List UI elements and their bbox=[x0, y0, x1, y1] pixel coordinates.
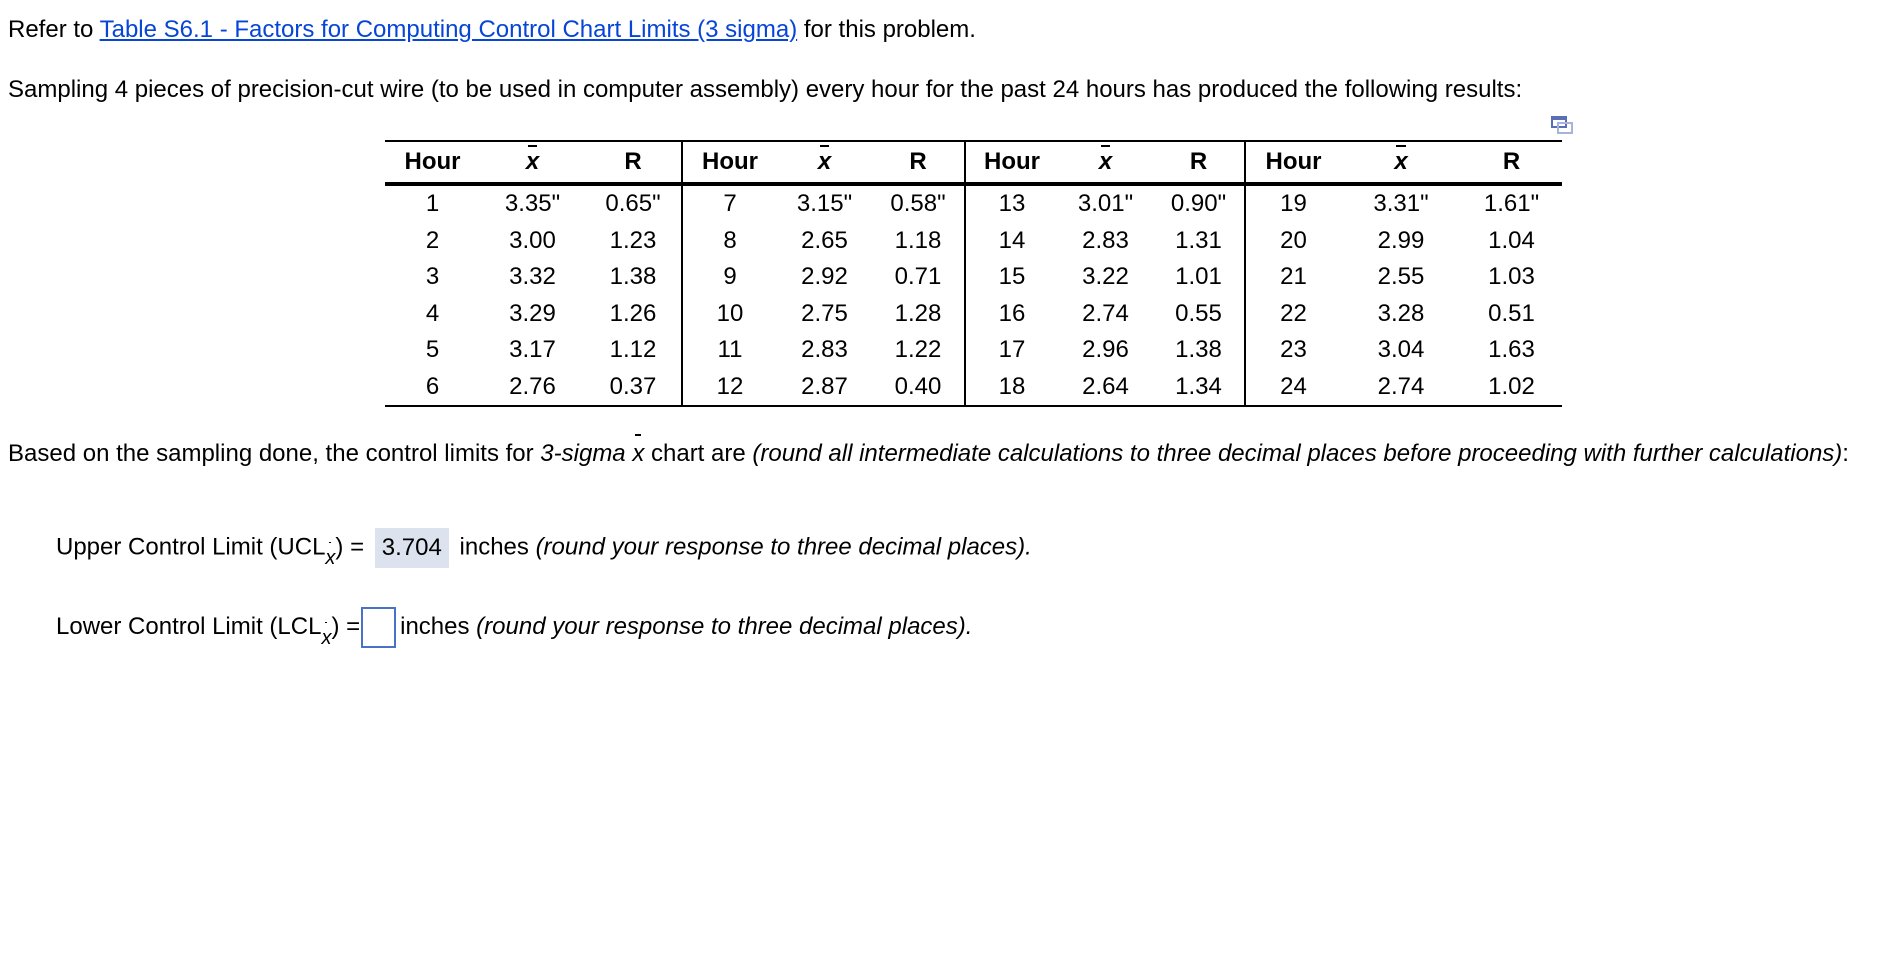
question-part2: chart are bbox=[644, 440, 753, 467]
r-cell: 1.38 bbox=[609, 263, 657, 291]
header-hour: Hour bbox=[385, 141, 480, 184]
r-cell: 0.40 bbox=[872, 369, 965, 407]
xbar-subscript: x bbox=[325, 540, 335, 576]
r-cell: 1.02 bbox=[1461, 369, 1562, 407]
ucl-row bbox=[56, 528, 1032, 568]
problem-statement: Sampling 4 pieces of precision-cut wire (to be used in computer assembly) every hour for the past 24 hours has produced the following results: bbox=[8, 76, 1523, 103]
question-colon: : bbox=[1842, 440, 1849, 467]
xbar-cell: 2.74 bbox=[1341, 369, 1461, 407]
hour-cell: 1 bbox=[425, 190, 440, 218]
table-row bbox=[385, 259, 1562, 296]
xbar-cell: 2.96 bbox=[1082, 336, 1129, 364]
header-r: R bbox=[1153, 141, 1245, 184]
xbar-cell: 3.22 bbox=[1082, 263, 1129, 291]
ucl-answer-value[interactable]: 3.704 bbox=[375, 528, 449, 568]
question-text bbox=[8, 437, 1878, 470]
hour-cell: 17 bbox=[965, 332, 1058, 369]
xbar-cell: 2.99 bbox=[1377, 226, 1425, 254]
table-row bbox=[385, 369, 1562, 407]
r-cell: 1.01 bbox=[1175, 263, 1222, 291]
xbar-symbol: x bbox=[1394, 148, 1408, 175]
hour-cell: 7 bbox=[682, 184, 777, 223]
header-r: R bbox=[1461, 141, 1562, 184]
lcl-hint: (round your response to three decimal places). bbox=[476, 612, 973, 640]
hour-cell: 21 bbox=[1245, 259, 1341, 296]
sampling-data-table bbox=[385, 140, 1562, 407]
xbar-cell: 3.32 bbox=[509, 263, 556, 291]
r-cell: 0.65" bbox=[605, 190, 661, 218]
header-hour: Hour bbox=[1245, 141, 1341, 184]
r-cell: 0.37 bbox=[585, 369, 682, 407]
header-hour: Hour bbox=[965, 141, 1058, 184]
xbar-cell: 2.74 bbox=[1082, 299, 1129, 327]
hour-cell: 3 bbox=[425, 263, 440, 291]
hour-cell: 6 bbox=[385, 369, 480, 407]
hour-cell: 5 bbox=[425, 336, 440, 364]
r-cell: 1.26 bbox=[609, 299, 657, 327]
question-part1: Based on the sampling done, the control limits for bbox=[8, 440, 541, 467]
intro-line bbox=[8, 14, 976, 46]
header-xbar bbox=[1341, 141, 1461, 184]
ucl-unit: inches bbox=[459, 533, 529, 561]
ucl-equals: ) = bbox=[335, 533, 365, 561]
hour-cell: 14 bbox=[965, 223, 1058, 260]
xbar-cell: 3.29 bbox=[509, 299, 556, 327]
hour-cell: 20 bbox=[1245, 223, 1341, 260]
intro-prefix: Refer to bbox=[8, 16, 100, 43]
r-cell: 1.03 bbox=[1488, 263, 1535, 291]
table-row bbox=[385, 223, 1562, 260]
r-cell: 1.38 bbox=[1175, 336, 1222, 364]
ucl-label: Upper Control Limit (UCL bbox=[56, 533, 326, 561]
r-cell: 1.12 bbox=[609, 336, 657, 364]
lcl-row bbox=[56, 607, 972, 648]
xbar-symbol: x bbox=[632, 437, 644, 470]
table-row bbox=[385, 332, 1562, 369]
xbar-symbol: x bbox=[1098, 148, 1113, 175]
r-cell: 0.55 bbox=[1175, 299, 1222, 327]
lcl-unit: inches bbox=[400, 612, 470, 640]
hour-cell: 9 bbox=[682, 259, 777, 296]
header-xbar bbox=[480, 141, 585, 184]
xbar-symbol: x bbox=[817, 148, 832, 175]
xbar-cell: 2.65 bbox=[801, 226, 848, 254]
hour-cell: 8 bbox=[682, 223, 777, 260]
xbar-cell: 3.31" bbox=[1373, 190, 1429, 218]
hour-cell: 22 bbox=[1245, 296, 1341, 333]
xbar-cell: 3.04 bbox=[1377, 336, 1425, 364]
r-cell: 1.22 bbox=[894, 336, 942, 364]
header-r: R bbox=[872, 141, 965, 184]
hour-cell: 11 bbox=[682, 332, 777, 369]
ucl-hint: (round your response to three decimal places). bbox=[535, 533, 1032, 561]
hour-cell: 23 bbox=[1245, 332, 1341, 369]
intro-suffix: for this problem. bbox=[797, 16, 976, 43]
header-xbar bbox=[777, 141, 872, 184]
r-cell: 0.58" bbox=[890, 190, 946, 218]
xbar-cell: 3.35" bbox=[504, 190, 561, 218]
popout-window-icon[interactable] bbox=[1551, 113, 1573, 131]
hour-cell: 4 bbox=[425, 299, 440, 327]
header-hour: Hour bbox=[682, 141, 777, 184]
hour-cell: 2 bbox=[425, 226, 440, 254]
hour-cell: 10 bbox=[682, 296, 777, 333]
xbar-cell: 2.83 bbox=[1082, 226, 1129, 254]
hour-cell: 13 bbox=[965, 184, 1058, 223]
r-cell: 1.23 bbox=[609, 226, 657, 254]
xbar-cell: 3.28 bbox=[1377, 299, 1425, 327]
xbar-cell: 2.76 bbox=[480, 369, 585, 407]
r-cell: 1.34 bbox=[1153, 369, 1245, 407]
xbar-cell: 2.55 bbox=[1377, 263, 1425, 291]
r-cell: 0.90" bbox=[1170, 190, 1227, 218]
hour-cell: 19 bbox=[1245, 184, 1341, 223]
xbar-cell: 3.01" bbox=[1077, 190, 1134, 218]
r-cell: 1.18 bbox=[894, 226, 942, 254]
table-row bbox=[385, 296, 1562, 333]
lcl-answer-input[interactable] bbox=[361, 607, 396, 648]
xbar-symbol: x bbox=[525, 148, 540, 175]
r-cell: 0.51 bbox=[1488, 299, 1535, 327]
xbar-cell: 3.15" bbox=[796, 190, 853, 218]
header-xbar bbox=[1058, 141, 1153, 184]
table-header-row bbox=[385, 141, 1562, 184]
xbar-cell: 3.17 bbox=[509, 336, 556, 364]
hour-cell: 18 bbox=[965, 369, 1058, 407]
r-cell: 1.61" bbox=[1483, 190, 1540, 218]
r-cell: 1.04 bbox=[1488, 226, 1535, 254]
lcl-equals: ) = bbox=[331, 612, 361, 640]
hour-cell: 15 bbox=[965, 259, 1058, 296]
hour-cell: 12 bbox=[682, 369, 777, 407]
xbar-cell: 3.00 bbox=[509, 226, 556, 254]
xbar-cell: 2.64 bbox=[1058, 369, 1153, 407]
popout-svg-icon bbox=[1551, 116, 1573, 134]
table-row bbox=[385, 184, 1562, 223]
xbar-subscript: x bbox=[321, 620, 331, 656]
lcl-label: Lower Control Limit (LCL bbox=[56, 612, 322, 640]
question-sigma: 3-sigma bbox=[540, 440, 626, 467]
xbar-cell: 2.92 bbox=[801, 263, 848, 291]
hour-cell: 16 bbox=[965, 296, 1058, 333]
xbar-cell: 2.87 bbox=[777, 369, 872, 407]
r-cell: 0.71 bbox=[894, 263, 942, 291]
rounding-instruction: (round all intermediate calculations to three decimal places before proceeding with further calculations) bbox=[752, 440, 1843, 467]
xbar-cell: 2.75 bbox=[801, 299, 848, 327]
hour-cell: 24 bbox=[1245, 369, 1341, 407]
header-r: R bbox=[585, 141, 682, 184]
xbar-cell: 2.83 bbox=[801, 336, 848, 364]
r-cell: 1.28 bbox=[894, 299, 942, 327]
r-cell: 1.63 bbox=[1488, 336, 1535, 364]
r-cell: 1.31 bbox=[1175, 226, 1222, 254]
factors-table-link[interactable]: Table S6.1 - Factors for Computing Control Chart Limits (3 sigma) bbox=[99, 16, 798, 43]
